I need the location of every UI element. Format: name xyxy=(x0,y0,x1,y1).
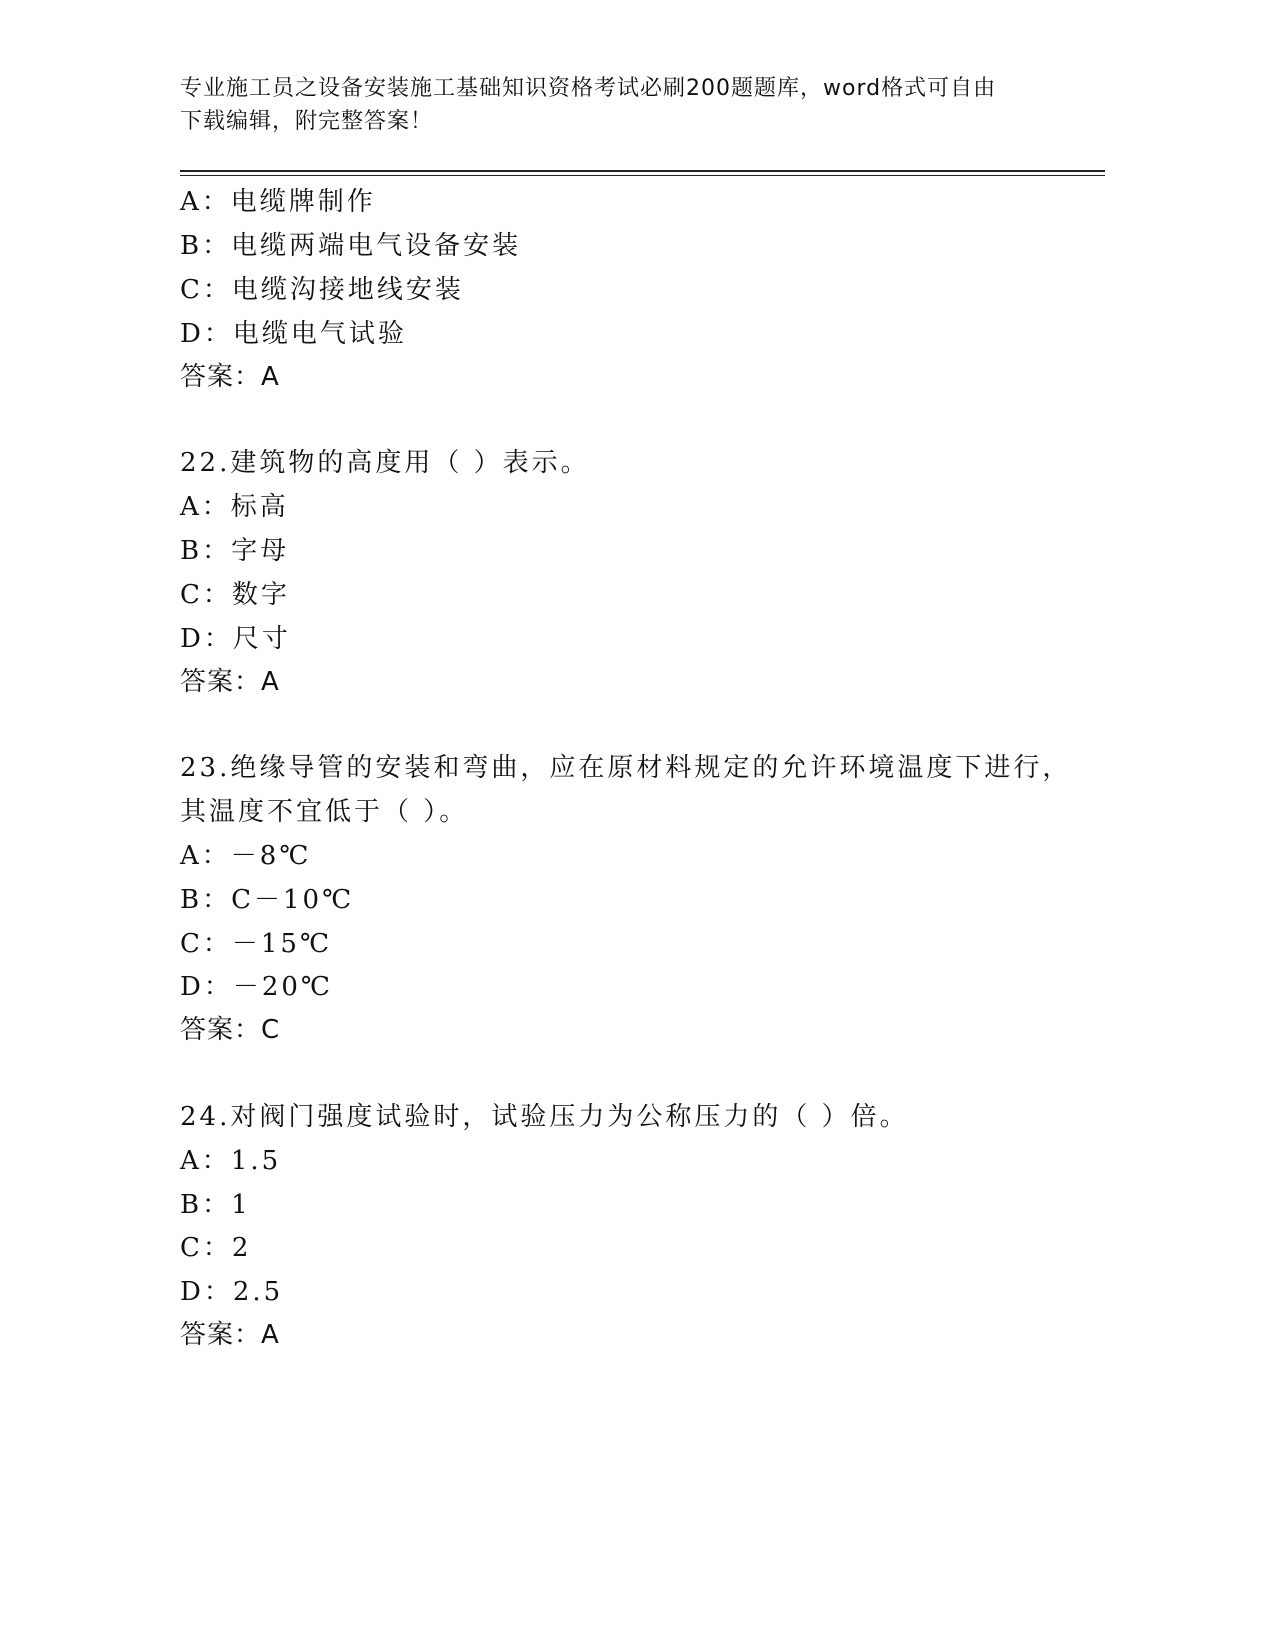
q22-answer: 答案：A xyxy=(180,667,280,697)
header-title-line-2: 下载编辑，附完整答案！ xyxy=(180,109,434,134)
q23-question-line-1: 23.绝缘导管的安装和弯曲，应在原材料规定的允许环境温度下进行， xyxy=(180,753,1072,783)
q21-option-a: A：电缆牌制作 xyxy=(180,187,376,217)
q23-option-c: C：－15℃ xyxy=(180,929,333,959)
q24-answer: 答案：A xyxy=(180,1320,280,1350)
q22-option-b: B：字母 xyxy=(180,536,290,566)
q24-option-a: A：1.5 xyxy=(180,1146,282,1176)
q21-answer: 答案：A xyxy=(180,362,280,392)
q24-option-d: D：2.5 xyxy=(180,1277,284,1307)
q21-option-d: D：电缆电气试验 xyxy=(180,319,407,349)
q21-option-c: C：电缆沟接地线安装 xyxy=(180,275,464,305)
q22-option-c: C：数字 xyxy=(180,580,290,610)
document-header xyxy=(180,72,1060,138)
q22-option-d: D：尺寸 xyxy=(180,624,291,654)
q23-answer: 答案：C xyxy=(180,1015,281,1045)
q23-question-line-2: 其温度不宜低于（ ）。 xyxy=(180,797,469,827)
q21-option-b: B：电缆两端电气设备安装 xyxy=(180,231,522,261)
q23-option-a: A：－8℃ xyxy=(180,841,312,871)
q23-option-d: D：－20℃ xyxy=(180,972,334,1002)
header-divider-thin xyxy=(180,175,1105,176)
header-divider-thick xyxy=(180,170,1105,172)
q22-option-a: A：标高 xyxy=(180,492,289,522)
q23-option-b: B：C－10℃ xyxy=(180,885,355,915)
q24-option-b: B：1 xyxy=(180,1190,251,1220)
q22-question: 22.建筑物的高度用（ ）表示。 xyxy=(180,448,590,478)
q24-question: 24.对阀门强度试验时，试验压力为公称压力的（ ）倍。 xyxy=(180,1102,909,1132)
header-title-line-1: 专业施工员之设备安装施工基础知识资格考试必刷200题题库，word格式可自由 xyxy=(180,76,997,101)
q24-option-c: C：2 xyxy=(180,1233,252,1263)
